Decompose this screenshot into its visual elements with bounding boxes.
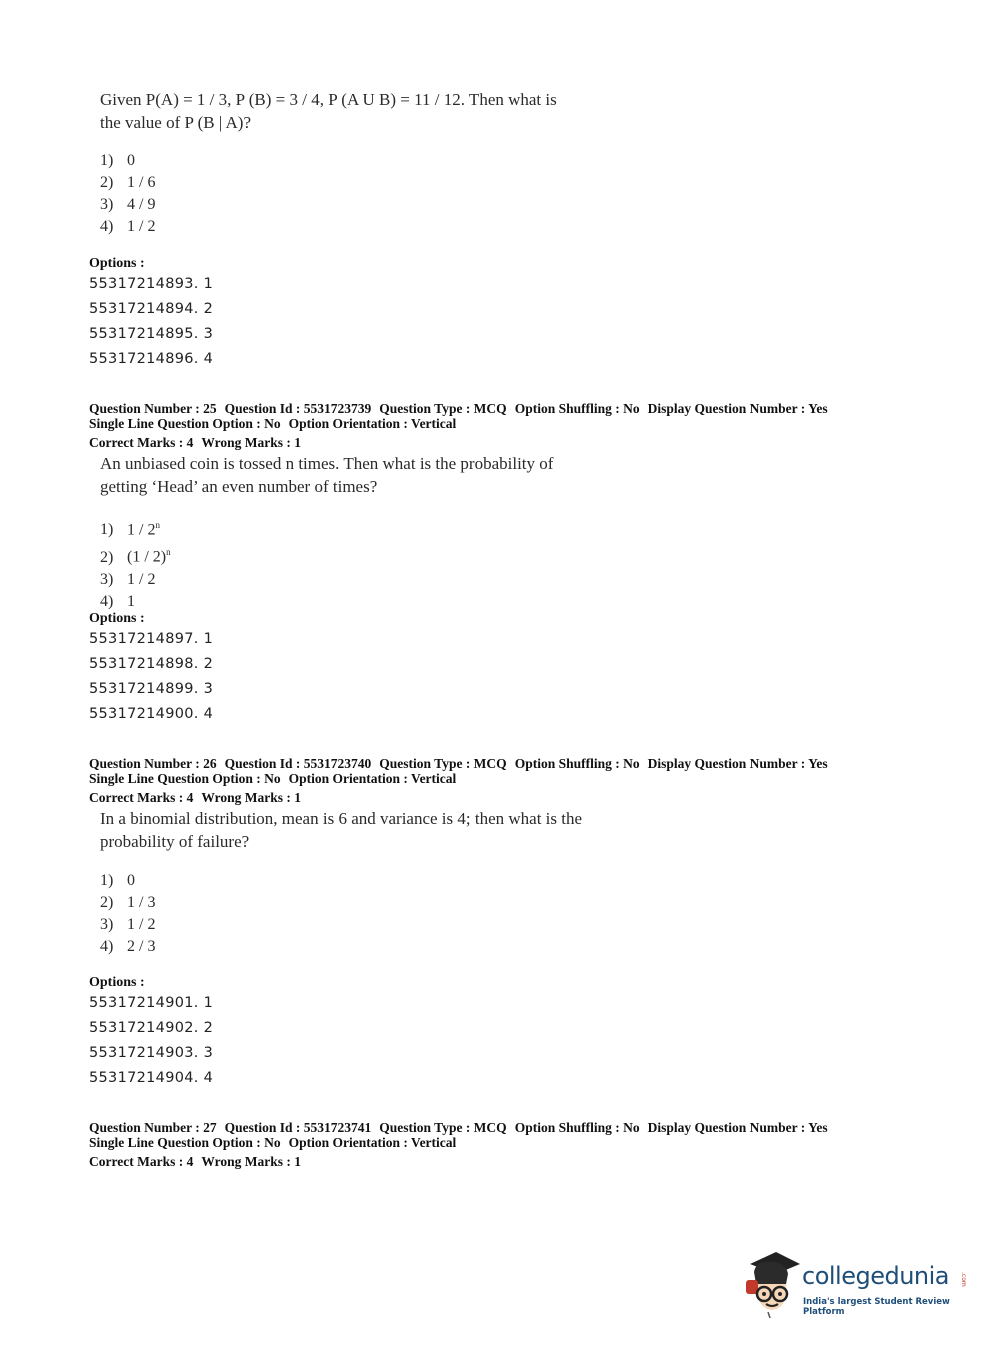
q26-choices bbox=[100, 870, 155, 958]
collegedunia-logo bbox=[742, 1250, 972, 1320]
q26-meta-line2: Single Line Question Option : No Option Orientation : Vertical bbox=[89, 771, 457, 786]
q24-choice-4: 4) 1 / 2 bbox=[100, 218, 156, 235]
q25-option-1: 55317214897. 1 bbox=[89, 631, 214, 647]
q25-marks: Correct Marks : 4 Wrong Marks : 1 bbox=[89, 435, 301, 450]
q27-meta bbox=[89, 1120, 828, 1150]
q24-option-2: 55317214894. 2 bbox=[89, 301, 214, 317]
q26-options-list bbox=[89, 991, 213, 1091]
q24-options-label: Options : bbox=[89, 256, 145, 271]
q27-meta-line1: Question Number : 27 Question Id : 5531723741 Question Type : MCQ Option Shuffling : No Display Question Number : Yes bbox=[89, 1120, 828, 1135]
q25-choices bbox=[100, 514, 171, 613]
q24-choice-2: 2) 1 / 6 bbox=[100, 174, 156, 191]
q25-choice-4: 4) 1 bbox=[100, 592, 135, 610]
q24-option-1: 55317214893. 1 bbox=[89, 276, 214, 292]
q25-meta-line2: Single Line Question Option : No Option Orientation : Vertical bbox=[89, 416, 457, 431]
logo-brand: collegedunia bbox=[802, 1262, 950, 1290]
q25-option-4: 55317214900. 4 bbox=[89, 706, 214, 722]
q26-meta-line1: Question Number : 26 Question Id : 5531723740 Question Type : MCQ Option Shuffling : No Display Question Number : Yes bbox=[89, 756, 828, 771]
q24-choice-3: 3) 4 / 9 bbox=[100, 196, 156, 213]
q24-options-list bbox=[89, 272, 213, 372]
q26-options-label: Options : bbox=[89, 975, 145, 990]
q25-text-line2: getting ‘Head’ an even number of times? bbox=[100, 477, 378, 496]
q25-meta-line1: Question Number : 25 Question Id : 5531723739 Question Type : MCQ Option Shuffling : No Display Question Number : Yes bbox=[89, 401, 828, 416]
q25-choice-1: 1) 1 / 2$^n$ bbox=[100, 520, 160, 539]
q25-option-2: 55317214898. 2 bbox=[89, 656, 214, 672]
q26-option-4: 55317214904. 4 bbox=[89, 1070, 214, 1086]
logo-suffix: .com bbox=[960, 1272, 967, 1287]
q26-choice-4: 4) 2 / 3 bbox=[100, 938, 156, 955]
q25-question-text bbox=[100, 452, 553, 498]
q26-option-3: 55317214903. 3 bbox=[89, 1045, 214, 1061]
q26-choice-3: 3) 1 / 2 bbox=[100, 916, 156, 933]
q26-text-line1: In a binomial distribution, mean is 6 and variance is 4; then what is the bbox=[100, 809, 583, 828]
q26-text-line2: probability of failure? bbox=[100, 832, 250, 851]
q25-option-3: 55317214899. 3 bbox=[89, 681, 214, 697]
q25-options-list bbox=[89, 627, 213, 727]
q25-text-line1: An unbiased coin is tossed n times. Then what is the probability of bbox=[100, 454, 554, 473]
q25-choice-3: 3) 1 / 2 bbox=[100, 570, 156, 588]
q26-choice-1: 1) 0 bbox=[100, 872, 135, 889]
q24-text-line2: the value of P (B | A)? bbox=[100, 113, 252, 132]
q26-option-2: 55317214902. 2 bbox=[89, 1020, 214, 1036]
q27-meta-line2: Single Line Question Option : No Option Orientation : Vertical bbox=[89, 1135, 457, 1150]
logo-tagline: India's largest Student Review Platform bbox=[803, 1297, 950, 1317]
q24-option-3: 55317214895. 3 bbox=[89, 326, 214, 342]
q26-meta bbox=[89, 756, 828, 786]
q24-question-text bbox=[100, 88, 557, 134]
q25-meta bbox=[89, 401, 828, 431]
q24-option-4: 55317214896. 4 bbox=[89, 351, 214, 367]
mascot-icon bbox=[742, 1250, 802, 1318]
q25-options-label: Options : bbox=[89, 611, 145, 626]
q25-choice-2: 2) (1 / 2)$^n$ bbox=[100, 547, 171, 566]
q24-choice-1: 1) 0 bbox=[100, 152, 135, 169]
q24-text-line1: Given P(A) = 1 / 3, P (B) = 3 / 4, P (A U B) = 11 / 12. Then what is bbox=[100, 90, 557, 109]
q24-choices bbox=[100, 150, 155, 238]
q26-marks: Correct Marks : 4 Wrong Marks : 1 bbox=[89, 790, 301, 805]
q27-marks: Correct Marks : 4 Wrong Marks : 1 bbox=[89, 1154, 301, 1169]
q26-question-text bbox=[100, 807, 582, 853]
q26-option-1: 55317214901. 1 bbox=[89, 995, 214, 1011]
q26-choice-2: 2) 1 / 3 bbox=[100, 894, 156, 911]
